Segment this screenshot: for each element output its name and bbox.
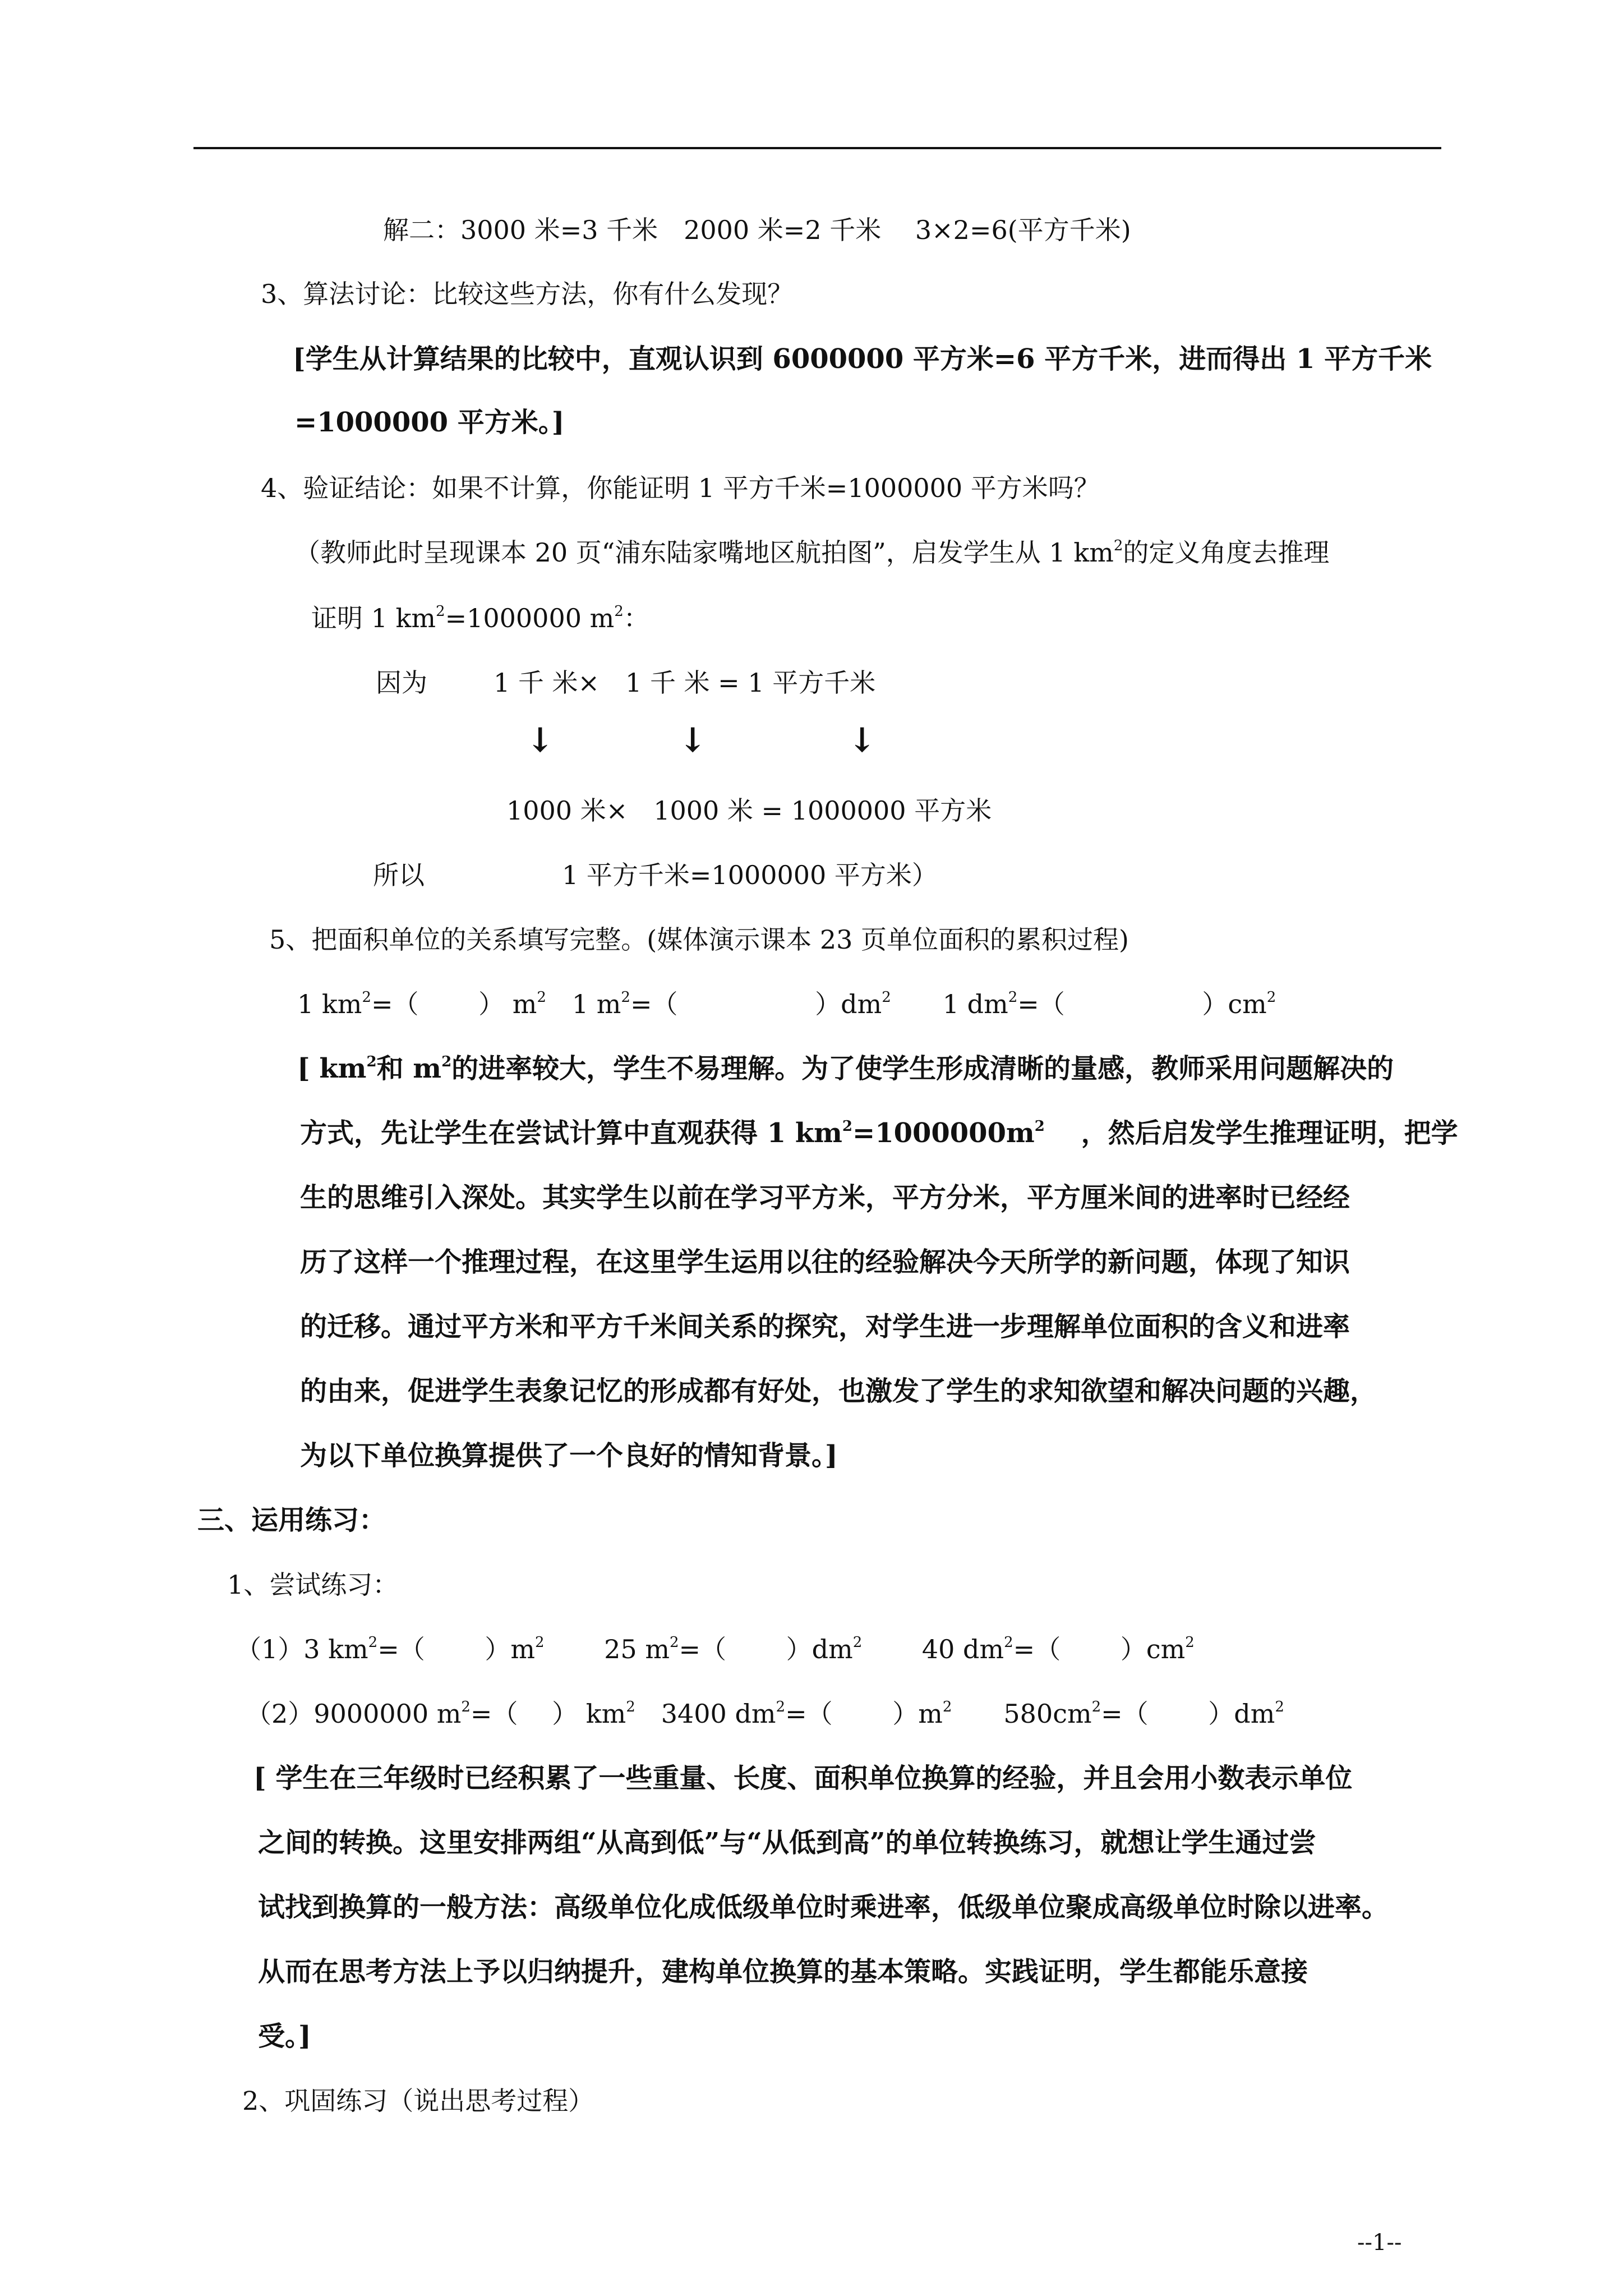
- commentary-2-line-3: 生的思维引入深处。其实学生以前在学习平方米，平方分米，平方厘米间的进率时已经经: [300, 1182, 1350, 1213]
- teacher-note-line-1: （教师此时呈现课本 20 页“浦东陆家嘴地区航拍图”，启发学生从 1 $km^2$的定义角度去推理: [294, 537, 1330, 568]
- step-5-heading: 5、把面积单位的关系填写完整。(媒体演示课本 23 页单位面积的累积过程): [269, 924, 1129, 955]
- because-label: 因为: [376, 668, 427, 698]
- commentary-2-line-1: [ $km^2$和 $m^2$的进率较大，学生不易理解。为了使学生形成清晰的量感，教师采用问题解决的: [297, 1053, 1394, 1084]
- header-rule: [193, 147, 1441, 149]
- commentary-3-line-4: 从而在思考方法上予以归纳提升，建构单位换算的基本策略。实践证明，学生都能乐意接: [258, 1956, 1308, 1987]
- commentary-3-line-2: 之间的转换。这里安排两组“从高到低”与“从低到高”的单位转换练习，就想让学生通过尝: [258, 1827, 1316, 1858]
- commentary-3-line-5: 受。]: [258, 2021, 311, 2052]
- exercise-1: （1）3 $km^2=$（ ）$m^2$ 25 $m^2=$（ ）$dm^2$ 40 $dm^2=$（ ）$cm^2$: [236, 1634, 1195, 1664]
- solution-two: 解二：3000 米=3 千米 2000 米=2 千米 3×2=6(平方千米): [383, 215, 1131, 245]
- step-4-heading: 4、验证结论：如果不计算，你能证明 1 平方千米=1000000 平方米吗？: [261, 473, 1100, 503]
- page-number: --1--: [1357, 2230, 1402, 2256]
- because-expression: 1 千 米× 1 千 米 = 1 平方千米: [494, 668, 876, 698]
- commentary-1-line-2: =1000000 平方米。]: [294, 407, 565, 438]
- arrow-down-icon: ↓: [526, 721, 555, 760]
- commentary-2-line-5: 的迁移。通过平方米和平方千米间关系的探究，对学生进一步理解单位面积的含义和进率: [300, 1311, 1350, 1342]
- so-label: 所以: [373, 860, 425, 890]
- exercise-2: （2）9000000 $m^2=$（ ） $km^2$ 3400 $dm^2=$（ ）$m^2$ $580cm^2=$（ ）$dm^2$: [246, 1699, 1284, 1729]
- commentary-3-line-3: 试找到换算的一般方法：高级单位化成低级单位时乘进率，低级单位聚成高级单位时除以进率。: [258, 1892, 1389, 1923]
- fill-in-relations: 1 $km^2=$（ ） $m^2$ 1 $m^2=$（ ）$dm^2$ 1 $dm^2=$（ ）$cm^2$: [297, 989, 1276, 1019]
- arrow-down-icon: ↓: [848, 721, 877, 760]
- step-3-heading: 3、算法讨论：比较这些方法，你有什么发现？: [261, 279, 794, 309]
- commentary-2-line-4: 历了这样一个推理过程，在这里学生运用以往的经验解决今天所学的新问题，体现了知识: [300, 1246, 1350, 1278]
- teacher-note-line-2: 证明 1 $km^2=1000000$ $m^2$：: [311, 603, 649, 633]
- practice-2-heading: 2、巩固练习（说出思考过程）: [242, 2086, 594, 2116]
- so-expression: 1 平方千米=1000000 平方米）: [562, 860, 938, 890]
- arrow-down-icon: ↓: [679, 721, 707, 760]
- meters-expression: 1000 米× 1000 米 = 1000000 平方米: [506, 795, 992, 826]
- commentary-2-line-7: 为以下单位换算提供了一个良好的情知背景。]: [300, 1440, 838, 1471]
- commentary-2-line-2: 方式，先让学生在尝试计算中直观获得 1 $km^2=1000000m^2$ ，然后启发学生推理证明，把学: [300, 1117, 1458, 1149]
- commentary-2-line-6: 的由来，促进学生表象记忆的形成都有好处，也激发了学生的求知欲望和解决问题的兴趣，: [300, 1375, 1377, 1407]
- section-3-heading: 三、运用练习：: [197, 1504, 386, 1536]
- commentary-3-line-1: [ 学生在三年级时已经积累了一些重量、长度、面积单位换算的经验，并且会用小数表示单位: [253, 1763, 1353, 1794]
- commentary-1-line-1: [学生从计算结果的比较中，直观认识到 6000000 平方米=6 平方千米，进而得出 1 平方千米: [293, 343, 1432, 375]
- practice-1-heading: 1、尝试练习：: [227, 1570, 399, 1600]
